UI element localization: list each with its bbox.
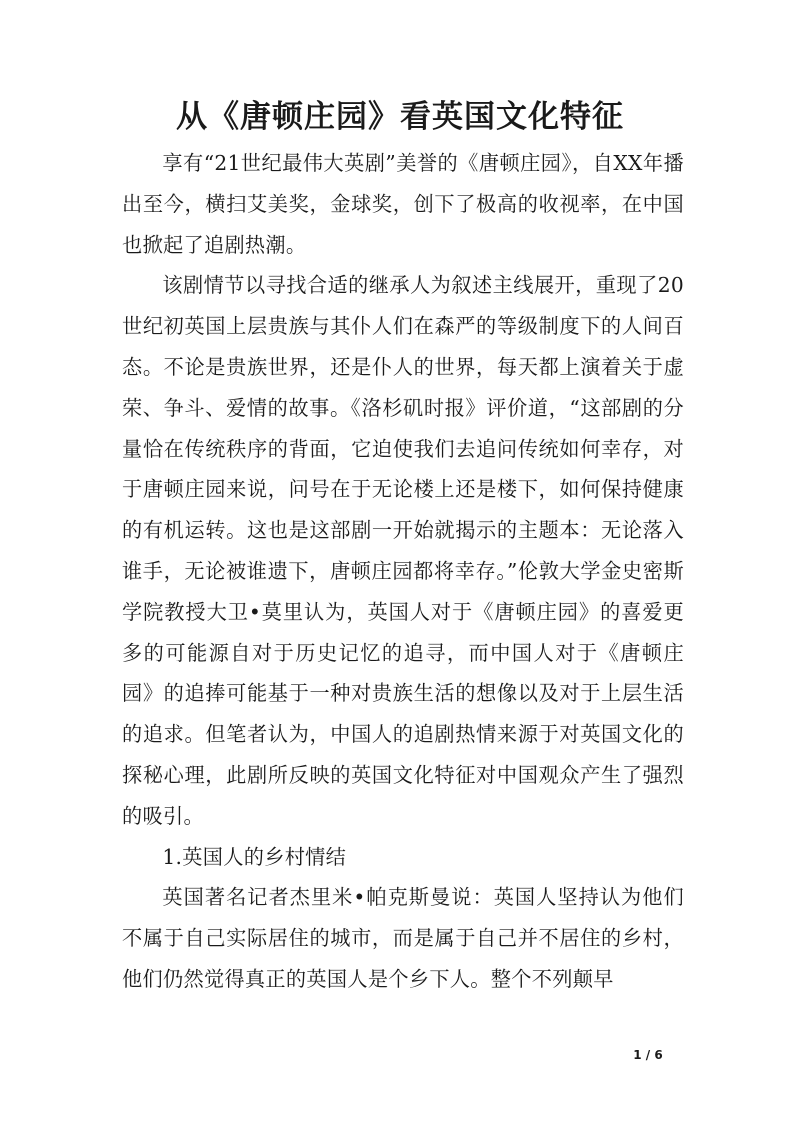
document-title: 从《唐顿庄园》看英国文化特征 (176, 99, 624, 135)
paragraph-rural: 英国著名记者杰里米•帕克斯曼说：英国人坚持认为他们不属于自己实际居住的城市，而是属于自己并不居住的乡村，他们仍然觉得真正的英国人是个乡下人。整个不列颠早 (122, 885, 684, 991)
section-heading: 1.英国人的乡村情结 (162, 844, 347, 869)
page-number: 1 / 6 (633, 1048, 663, 1062)
paragraph-plot: 该剧情节以寻找合适的继承人为叙述主线展开，重现了20世纪初英国上层贵族与其仆人们在森严的等级制度下的人间百态。不论是贵族世界，还是仆人的世界，每天都上演着关于虚荣、争斗、爱情的故事。《洛杉矶时报》评价道，“这部剧的分量恰在传统秩序的背面，它迫使我们去追问传统如何幸存，对于唐顿庄园来说，问号在于无论楼上还是楼下，如何保持健康的有机运转。这也是这部剧一开始就揭示的主题本：无论落入谁手，无论被谁遗下，唐顿庄园都将幸存。”伦敦大学金史密斯学院教授大卫•莫里认为，英国人对于《唐顿庄园》的喜爱更多的可能源自对于历史记忆的追寻，而中国人对于《唐顿庄园》的追捧可能基于一种对贵族生活的想像以及对于上层生活的追求。但笔者认为，中国人的追剧热情来源于对英国文化的探秘心理，此剧所反映的英国文化特征对中国观众产生了强烈的吸引。 (122, 273, 684, 828)
paragraph-intro: 享有“21世纪最伟大英剧”美誉的《唐顿庄园》，自XX年播出至今，横扫艾美奖，金球奖，创下了极高的收视率，在中国也掀起了追剧热潮。 (122, 151, 684, 257)
document-body (122, 143, 684, 1000)
